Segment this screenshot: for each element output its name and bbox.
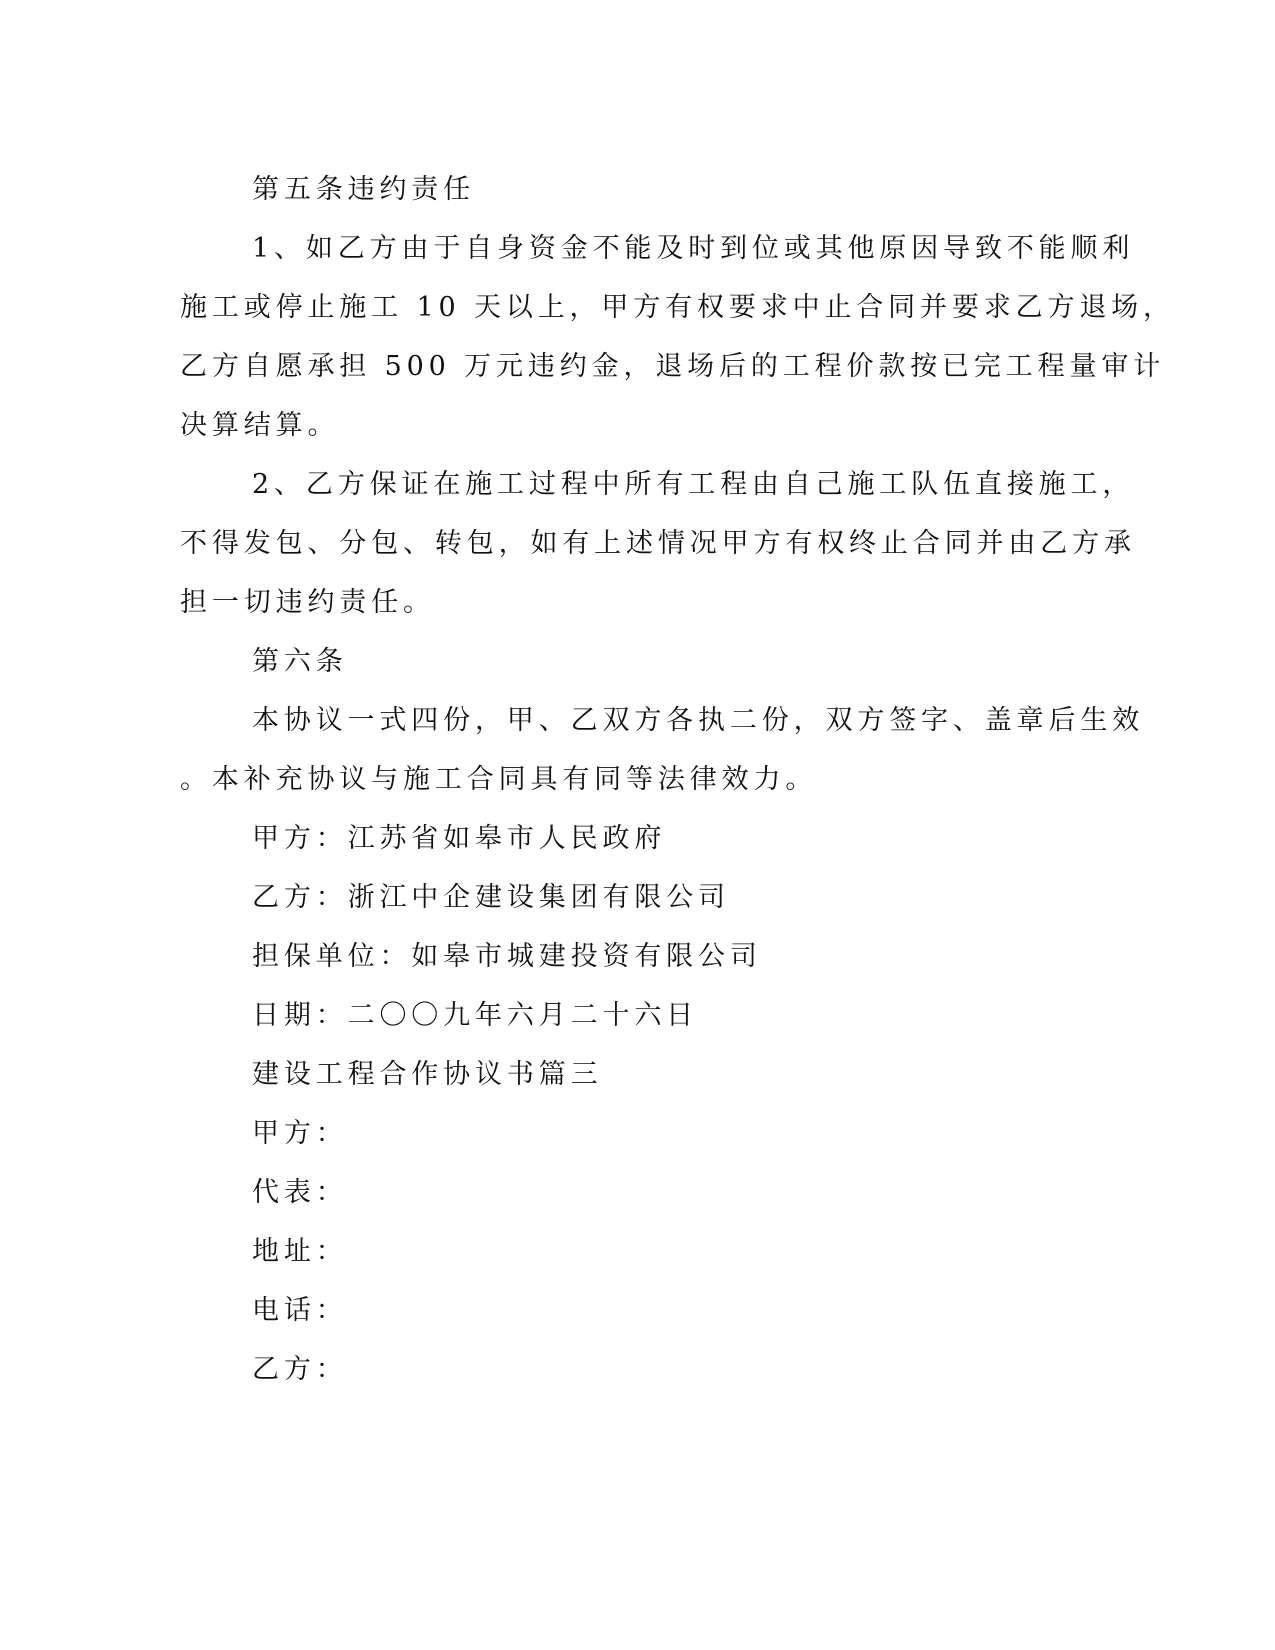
clause-2-line-3: 担一切违约责任。 <box>180 587 435 618</box>
form-party-b: 乙方： <box>252 1354 348 1385</box>
article5-title: 第五条违约责任 <box>252 174 476 205</box>
document-body <box>180 160 1175 1399</box>
clause-1-line-4: 决算结算。 <box>180 410 340 441</box>
guarantor: 担保单位：如皋市城建投资有限公司 <box>252 941 762 972</box>
clause-2-line-1: 2、乙方保证在施工过程中所有工程由自己施工队伍直接施工， <box>252 469 1135 500</box>
clause-1-line-2: 施工或停止施工 10 天以上，甲方有权要求中止合同并要求乙方退场， <box>180 292 1175 323</box>
clause-1-line-1: 1、如乙方由于自身资金不能及时到位或其他原因导致不能顺利 <box>252 233 1135 264</box>
article6-text-line-1: 本协议一式四份，甲、乙双方各执二份，双方签字、盖章后生效 <box>252 705 1145 736</box>
clause-1-line-3: 乙方自愿承担 500 万元违约金，退场后的工程价款按已完工程量审计 <box>180 351 1166 382</box>
clause-2 <box>180 455 1136 632</box>
form-phone: 电话： <box>252 1295 348 1326</box>
signing-date: 日期：二〇〇九年六月二十六日 <box>252 1000 699 1031</box>
clause-2-line-2: 不得发包、分包、转包，如有上述情况甲方有权终止合同并由乙方承 <box>180 528 1136 559</box>
clause-1 <box>180 219 1175 455</box>
form-address: 地址： <box>252 1236 348 1267</box>
article6-text <box>180 691 1145 809</box>
form-representative: 代表： <box>252 1177 348 1208</box>
form-party-a: 甲方： <box>252 1118 348 1149</box>
section3-title: 建设工程合作协议书篇三 <box>252 1059 603 1090</box>
article6-text-line-2: 。本补充协议与施工合同具有同等法律效力。 <box>180 764 818 795</box>
article6-title: 第六条 <box>252 646 348 677</box>
party-a: 甲方：江苏省如皋市人民政府 <box>252 823 667 854</box>
party-b: 乙方：浙江中企建设集团有限公司 <box>252 882 730 913</box>
